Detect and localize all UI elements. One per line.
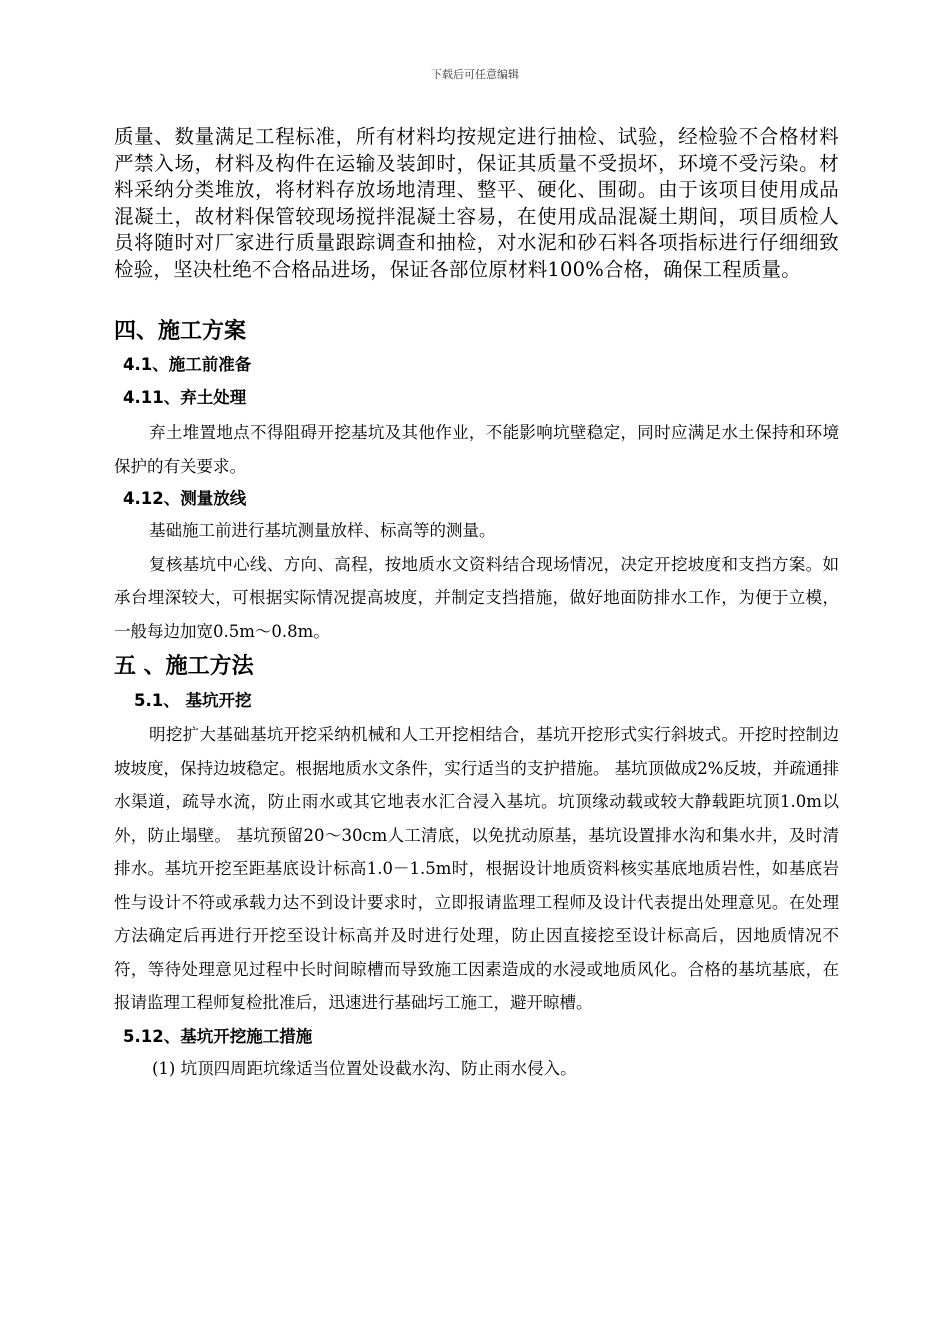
subsection-4-12-text-2: 复核基坑中心线、方向、高程，按地质水文资料结合现场情况，决定开挖坡度和支挡方案。如承台埋深较大，可根据实际情况提高坡度，并制定支挡措施，做好地面防排水工作，为便于立模，一般每边加宽0.5m～0.8m。 xyxy=(114,554,839,641)
subsection-4-12-text-1: 基础施工前进行基坑测量放样、标高等的测量。 xyxy=(149,521,496,540)
subsection-5-12-heading: 5.12、基坑开挖施工措施 xyxy=(123,1026,313,1046)
subsection-5-1-text: 明挖扩大基础基坑开挖采纳机械和人工开挖相结合，基坑开挖形式实行斜坡式。开挖时控制边坡坡度，保持边坡稳定。根据地质水文条件，实行适当的支护措施。 基坑顶做成2%反坡，并疏通排水渠道，疏导水流，防止雨水或其它地表水汇合浸入基坑。坑顶缘动载或较大静载距坑顶1.0m以外，防止塌壁。 基坑预留20～30cm人工清底，以免扰动原基，基坑设置排水沟和集水井，及时清排水。基坑开挖至距基底设计标高1.0－1.5m时，根据设计地质资料核实基底地质岩性，如基底岩性与设计不符或承载力达不到设计要求时，立即报请监理工程师及设计代表提出处理意见。在处理方法确定后再进行开挖至设计标高并及时进行处理，防止因直接挖至设计标高后，因地质情况不符，等待处理意见过程中长时间晾槽而导致施工因素造成的水浸或地质风化。合格的基坑基底，在报请监理工程师复检批准后，迅速进行基础圬工施工，避开晾槽。 xyxy=(114,725,839,1012)
subsection-4-11-heading: 4.11、弃土处理 xyxy=(123,388,247,407)
subsection-4-1-heading: 4.1、施工前准备 xyxy=(123,355,252,374)
section-5-heading: 五 、施工方法 xyxy=(114,654,254,679)
subsection-5-1-heading: 5.1、 基坑开挖 xyxy=(134,691,252,710)
subsection-5-12-item-1: (1) 坑顶四周距坑缘适当位置处设截水沟、防止雨水侵入。 xyxy=(152,1058,577,1078)
header-note: 下载后可任意编辑 xyxy=(431,68,519,81)
subsection-4-12-heading: 4.12、测量放线 xyxy=(123,489,247,508)
intro-paragraph: 质量、数量满足工程标准，所有材料均按规定进行抽检、试验，经检验不合格材料严禁入场，材料及构件在运输及装卸时，保证其质量不受损坏，环境不受污染。材料采纳分类堆放，将材料存放场地清理、整平、硬化、围砌。由于该项目使用成品混凝土，故材料保管较现场搅拌混凝土容易，在使用成品混凝土期间，项目质检人员将随时对厂家进行质量跟踪调查和抽检，对水泥和砂石料各项指标进行仔细细致检验，坚决杜绝不合格品进场，保证各部位原材料100%合格，确保工程质量。 xyxy=(114,125,839,281)
section-4-heading: 四、施工方案 xyxy=(114,319,247,344)
document-content xyxy=(114,124,839,1085)
subsection-4-11-text: 弃土堆置地点不得阻碍开挖基坑及其他作业，不能影响坑壁稳定，同时应满足水土保持和环境保护的有关要求。 xyxy=(114,423,839,476)
